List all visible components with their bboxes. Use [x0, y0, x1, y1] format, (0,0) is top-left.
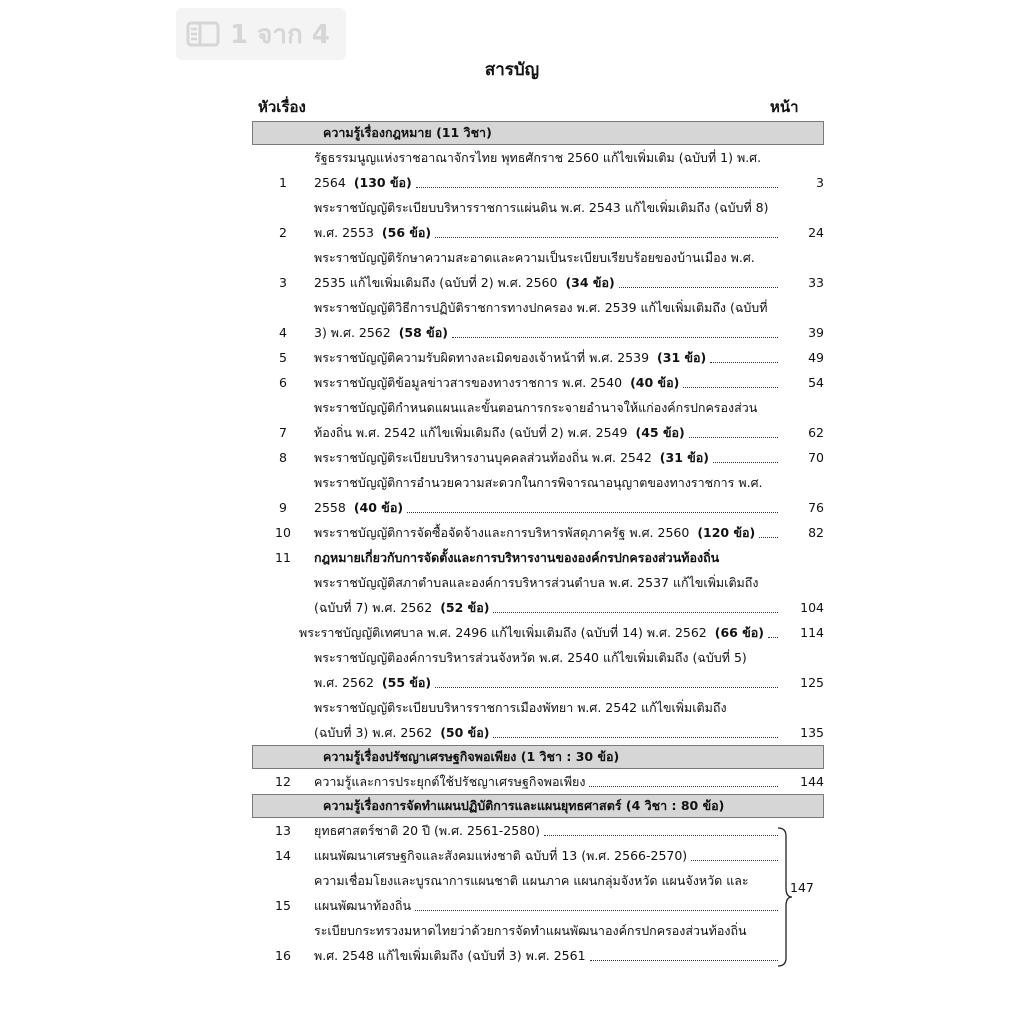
dot-leader [435, 687, 778, 688]
item-title-text: 3) พ.ศ. 2562 [314, 325, 391, 340]
item-question-count: (58 ข้อ) [398, 325, 448, 340]
item-line [314, 420, 824, 445]
item-line [314, 520, 824, 545]
item-title-text: 2558 [314, 500, 346, 515]
item-title-text: (ฉบับที่ 7) พ.ศ. 2562 [314, 600, 433, 615]
item-question-count: (31 ข้อ) [657, 350, 707, 365]
item-line [314, 495, 824, 520]
toc-item [252, 868, 824, 918]
item-title-text: รัฐธรรมนูญแห่งราชอาณาจักรไทย พุทธศักราช 2560 แก้ไขเพิ่มเติม (ฉบับที่ 1) พ.ศ. [314, 150, 762, 165]
item-question-count: (40 ข้อ) [630, 375, 680, 390]
item-page-number: 114 [800, 625, 824, 640]
section-title: ความรู้เรื่องกฎหมาย (11 วิชา) [323, 125, 492, 140]
dot-leader [710, 362, 778, 363]
item-line [314, 220, 824, 245]
group-brace [776, 826, 816, 968]
dot-leader [435, 237, 778, 238]
item-title-text: พระราชบัญญัติการจัดซื้อจัดจ้างและการบริหารพัสดุภาครัฐ พ.ศ. 2560 [314, 525, 690, 540]
toc-item [252, 295, 824, 345]
item-title-text: ยุทธศาสตร์ชาติ 20 ปี (พ.ศ. 2561-2580) [314, 823, 540, 838]
toc-item [252, 818, 824, 843]
item-body [314, 370, 824, 395]
item-line [314, 818, 824, 843]
item-number: 12 [275, 774, 291, 789]
dot-leader [759, 537, 778, 538]
item-line [314, 943, 824, 968]
item-title-text: พ.ศ. 2548 แก้ไขเพิ่มเติมถึง (ฉบับที่ 3) พ.ศ. 2561 [314, 948, 586, 963]
item-question-count: (40 ข้อ) [353, 500, 404, 515]
item-title-text: พ.ศ. 2562 [314, 675, 374, 690]
item-page-number: 70 [808, 450, 824, 465]
item-line [314, 769, 824, 794]
dot-leader [619, 287, 778, 288]
item-body [314, 295, 824, 345]
item-title-text: พระราชบัญญัติข้อมูลข่าวสารของทางราชการ พ.ศ. 2540 [314, 375, 623, 390]
toc-item [252, 620, 824, 645]
item-page-number: 24 [808, 225, 824, 240]
item-page-number: 49 [808, 350, 824, 365]
item-title-text: พระราชบัญญัติระเบียบบริหารราชการแผ่นดิน พ.ศ. 2543 แก้ไขเพิ่มเติมถึง (ฉบับที่ 8) [314, 200, 769, 215]
item-question-count: (66 ข้อ) [714, 625, 764, 640]
item-line [314, 918, 824, 943]
item-line [314, 370, 824, 395]
item-body [314, 245, 824, 295]
item-title-text: พระราชบัญญัติการอำนวยความสะดวกในการพิจารณาอนุญาตของทางราชการ พ.ศ. [314, 475, 763, 490]
item-page-number: 3 [816, 175, 824, 190]
item-title-text: พระราชบัญญัติวิธีการปฏิบัติราชการทางปกครอง พ.ศ. 2539 แก้ไขเพิ่มเติมถึง (ฉบับที่ [314, 300, 768, 315]
dot-leader [415, 910, 778, 911]
page-indicator[interactable] [176, 8, 346, 60]
item-line [314, 843, 824, 868]
toc-item [252, 695, 824, 745]
dot-leader [416, 187, 778, 188]
section-header [252, 121, 824, 145]
item-page-number: 135 [800, 725, 824, 740]
toc-item [252, 918, 824, 968]
item-title-text: ท้องถิ่น พ.ศ. 2542 แก้ไขเพิ่มเติมถึง (ฉบับที่ 2) พ.ศ. 2549 [314, 425, 628, 440]
item-question-count: (50 ข้อ) [440, 725, 490, 740]
item-number: 11 [275, 550, 291, 565]
table-of-contents [252, 121, 824, 968]
item-body [314, 570, 824, 620]
item-number: 2 [279, 225, 287, 240]
group-title: กฎหมายเกี่ยวกับการจัดตั้งและการบริหารงานขององค์กรปกครองส่วนท้องถิ่น [314, 550, 720, 565]
toc-group [252, 545, 824, 570]
item-page-number: 39 [808, 325, 824, 340]
page-indicator-text: 1 จาก 4 [230, 19, 330, 50]
topic-header: หัวเรื่อง [258, 98, 306, 116]
item-line [314, 570, 824, 595]
item-body [314, 868, 824, 918]
toc-item [252, 470, 824, 520]
item-line [314, 868, 824, 893]
item-number: 8 [279, 450, 287, 465]
toc-item [252, 843, 824, 868]
toc-item [252, 195, 824, 245]
item-body [314, 195, 824, 245]
item-body [314, 818, 824, 843]
item-line [314, 345, 824, 370]
item-title-text: ความเชื่อมโยงและบูรณาการแผนชาติ แผนภาค แผนกลุ่มจังหวัด แผนจังหวัด และ [314, 873, 749, 888]
item-body [314, 843, 824, 868]
item-line [314, 295, 824, 320]
item-title-text: พระราชบัญญัติระเบียบบริหารงานบุคคลส่วนท้องถิ่น พ.ศ. 2542 [314, 450, 652, 465]
item-title-text: พระราชบัญญัติเทศบาล พ.ศ. 2496 แก้ไขเพิ่มเติมถึง (ฉบับที่ 14) พ.ศ. 2562 [298, 625, 707, 640]
item-number: 4 [279, 325, 287, 340]
item-number: 16 [275, 948, 291, 963]
item-title-text: พระราชบัญญัติกำหนดแผนและขั้นตอนการกระจายอำนาจให้แก่องค์กรปกครองส่วน [314, 400, 758, 415]
section-title: ความรู้เรื่องปรัชญาเศรษฐกิจพอเพียง (1 วิชา : 30 ข้อ) [323, 749, 620, 764]
item-page-number: 76 [808, 500, 824, 515]
item-number: 10 [275, 525, 291, 540]
item-title-text: ระเบียบกระทรวงมหาดไทยว่าด้วยการจัดทำแผนพัฒนาองค์กรปกครองส่วนท้องถิ่น [314, 923, 747, 938]
toc-item [252, 769, 824, 794]
dot-leader [589, 786, 778, 787]
item-number: 7 [279, 425, 287, 440]
toc-item [252, 570, 824, 620]
item-number: 14 [275, 848, 291, 863]
item-body [314, 545, 824, 570]
item-title-text: ความรู้และการประยุกต์ใช้ปรัชญาเศรษฐกิจพอเพียง [314, 774, 586, 789]
toc-item [252, 145, 824, 195]
item-title-text: 2564 [314, 175, 346, 190]
item-body [314, 470, 824, 520]
item-line [314, 395, 824, 420]
item-line [314, 445, 824, 470]
item-number: 9 [279, 500, 287, 515]
item-page-number: 125 [800, 675, 824, 690]
item-question-count: (130 ข้อ) [353, 175, 412, 190]
toc-item [252, 370, 824, 395]
item-body [314, 769, 824, 794]
section-header [252, 745, 824, 769]
item-question-count: (56 ข้อ) [381, 225, 432, 240]
item-body [314, 395, 824, 445]
item-number: 3 [279, 275, 287, 290]
item-line [314, 545, 824, 570]
item-title-text: พระราชบัญญัติความรับผิดทางละเมิดของเจ้าหน้าที่ พ.ศ. 2539 [314, 350, 650, 365]
item-question-count: (34 ข้อ) [565, 275, 615, 290]
item-body [314, 520, 824, 545]
section-title: ความรู้เรื่องการจัดทำแผนปฏิบัติการและแผนยุทธศาสตร์ (4 วิชา : 80 ข้อ) [323, 798, 725, 813]
document-title: สารบัญ [484, 60, 540, 80]
item-page-number: 54 [808, 375, 824, 390]
item-line [314, 195, 824, 220]
item-body [314, 445, 824, 470]
toc-item [252, 395, 824, 445]
dot-leader [493, 737, 778, 738]
dot-leader [683, 387, 778, 388]
toc-item [252, 520, 824, 545]
shared-page-number: 147 [790, 880, 814, 895]
item-question-count: (31 ข้อ) [659, 450, 710, 465]
item-title-text: พระราชบัญญัติรักษาความสะอาดและความเป็นระเบียบเรียบร้อยของบ้านเมือง พ.ศ. [314, 250, 755, 265]
item-number: 1 [279, 175, 287, 190]
page-header: หน้า [770, 98, 799, 116]
book-icon [186, 20, 220, 48]
item-number: 15 [275, 898, 291, 913]
item-line [314, 670, 824, 695]
item-question-count: (52 ข้อ) [440, 600, 490, 615]
item-body [314, 645, 824, 695]
toc-item [252, 245, 824, 295]
item-line [314, 470, 824, 495]
dot-leader [544, 835, 778, 836]
item-line [314, 145, 824, 170]
item-title-text: แผนพัฒนาท้องถิ่น [314, 898, 411, 913]
item-title-text: 2535 แก้ไขเพิ่มเติมถึง (ฉบับที่ 2) พ.ศ. 2560 [314, 275, 558, 290]
dot-leader [590, 960, 778, 961]
item-question-count: (120 ข้อ) [697, 525, 756, 540]
item-page-number: 62 [808, 425, 824, 440]
item-page-number: 104 [800, 600, 824, 615]
item-number: 5 [279, 350, 287, 365]
item-body [299, 620, 824, 645]
dot-leader [713, 462, 778, 463]
toc-item [252, 645, 824, 695]
item-line [314, 720, 824, 745]
toc-item [252, 445, 824, 470]
item-line [314, 893, 824, 918]
section-header [252, 794, 824, 818]
dot-leader [689, 437, 778, 438]
item-line [314, 320, 824, 345]
item-line [314, 170, 824, 195]
item-title-text: แผนพัฒนาเศรษฐกิจและสังคมแห่งชาติ ฉบับที่ 13 (พ.ศ. 2566-2570) [314, 848, 688, 863]
item-line [314, 695, 824, 720]
item-page-number: 82 [808, 525, 824, 540]
dot-leader [407, 512, 778, 513]
item-title-text: (ฉบับที่ 3) พ.ศ. 2562 [314, 725, 433, 740]
item-line [314, 270, 824, 295]
item-body [314, 345, 824, 370]
item-body [314, 918, 824, 968]
item-page-number: 144 [800, 774, 824, 789]
toc-item [252, 345, 824, 370]
item-body [314, 145, 824, 195]
item-line [314, 245, 824, 270]
item-title-text: พระราชบัญญัติระเบียบบริหารราชการเมืองพัทยา พ.ศ. 2542 แก้ไขเพิ่มเติมถึง [314, 700, 727, 715]
item-number: 6 [279, 375, 287, 390]
item-question-count: (45 ข้อ) [635, 425, 685, 440]
item-question-count: (55 ข้อ) [381, 675, 432, 690]
item-line [299, 620, 824, 645]
item-body [314, 695, 824, 745]
dot-leader [691, 860, 778, 861]
item-title-text: พระราชบัญญัติองค์การบริหารส่วนจังหวัด พ.ศ. 2540 แก้ไขเพิ่มเติมถึง (ฉบับที่ 5) [314, 650, 747, 665]
dot-leader [493, 612, 778, 613]
item-page-number: 33 [808, 275, 824, 290]
item-line [314, 645, 824, 670]
item-line [314, 595, 824, 620]
dot-leader [452, 337, 778, 338]
item-title-text: พ.ศ. 2553 [314, 225, 374, 240]
item-title-text: พระราชบัญญัติสภาตำบลและองค์การบริหารส่วนตำบล พ.ศ. 2537 แก้ไขเพิ่มเติมถึง [314, 575, 759, 590]
dot-leader [768, 637, 778, 638]
item-number: 13 [275, 823, 291, 838]
